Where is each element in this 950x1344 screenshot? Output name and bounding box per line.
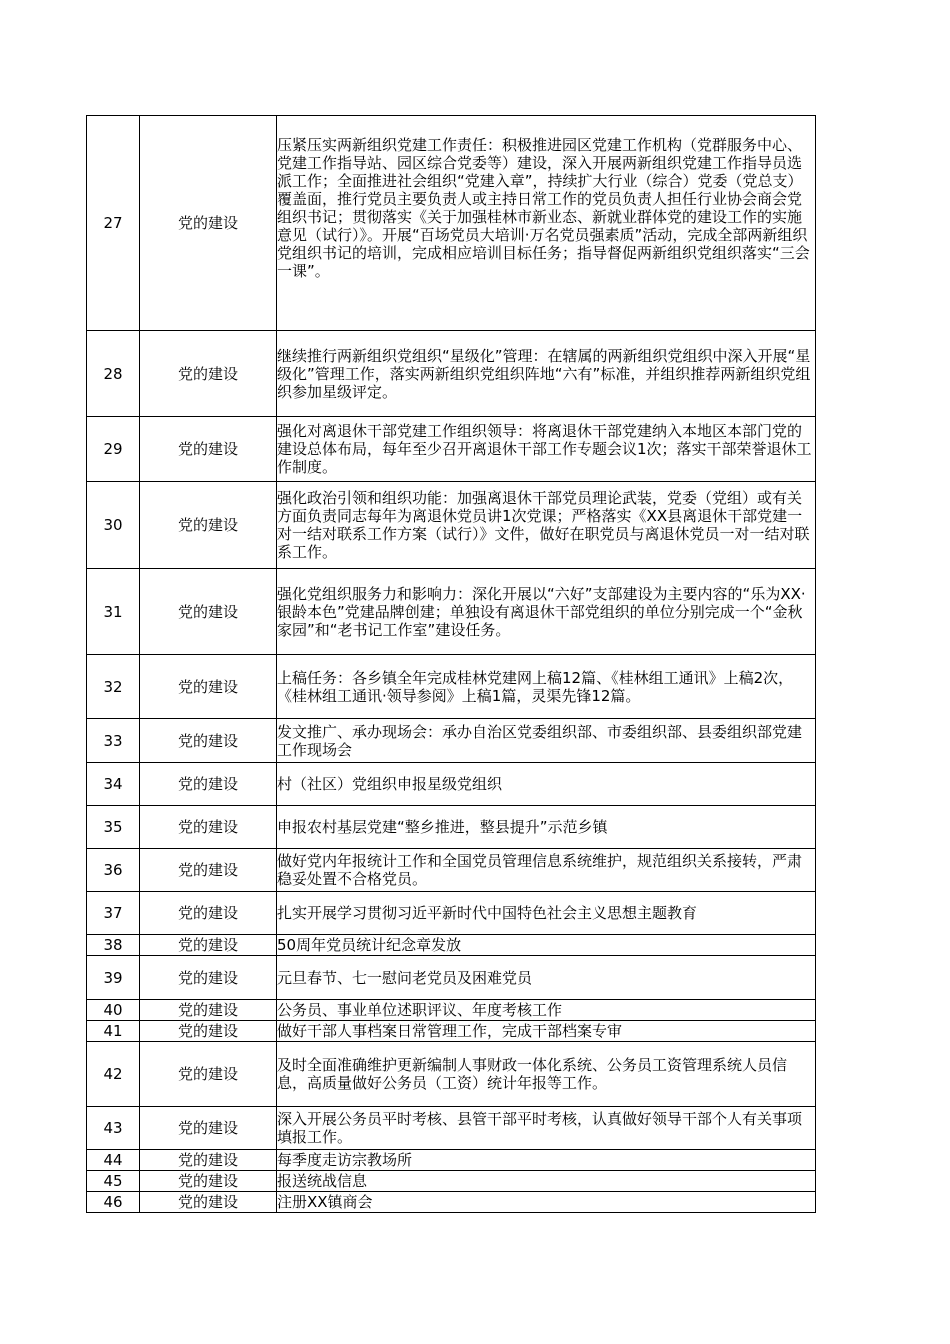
- table-row: [87, 569, 816, 655]
- row-content: 继续推行两新组织党组织“星级化”管理：在辖属的两新组织党组织中深入开展“星级化”管理工作，落实两新组织党组织阵地“六有”标准，并组织推荐两新组织党组织参加星级评定。: [277, 331, 816, 417]
- row-category: 党的建设: [140, 892, 277, 935]
- row-content: 申报农村基层党建“整乡推进，整县提升”示范乡镇: [277, 806, 816, 849]
- row-number: 31: [87, 569, 140, 655]
- row-number: 45: [87, 1171, 140, 1192]
- row-number: 41: [87, 1021, 140, 1042]
- row-content: 发文推广、承办现场会：承办自治区党委组织部、市委组织部、县委组织部党建工作现场会: [277, 719, 816, 763]
- table-row: [87, 655, 816, 719]
- row-category: 党的建设: [140, 956, 277, 1000]
- table-row: [87, 1000, 816, 1021]
- row-category: 党的建设: [140, 331, 277, 417]
- row-content: 强化政治引领和组织功能：加强离退休干部党员理论武装，党委（党组）或有关方面负责同志每年为离退休党员讲1次党课；严格落实《XX县离退休干部党建一对一结对联系工作方案（试行）》文件，做好在职党员与离退休党员一对一结对联系工作。: [277, 482, 816, 569]
- row-number: 46: [87, 1192, 140, 1213]
- row-category: 党的建设: [140, 1171, 277, 1192]
- table-row: [87, 935, 816, 956]
- table-row: [87, 849, 816, 892]
- row-number: 30: [87, 482, 140, 569]
- row-content: 深入开展公务员平时考核、县管干部平时考核，认真做好领导干部个人有关事项填报工作。: [277, 1107, 816, 1150]
- row-category: 党的建设: [140, 763, 277, 806]
- row-content: 注册XX镇商会: [277, 1192, 816, 1213]
- table-row: [87, 417, 816, 482]
- row-content: 做好党内年报统计工作和全国党员管理信息系统维护，规范组织关系接转，严肃稳妥处置不合格党员。: [277, 849, 816, 892]
- row-category: 党的建设: [140, 719, 277, 763]
- row-category: 党的建设: [140, 417, 277, 482]
- row-content: 强化对离退休干部党建工作组织领导：将离退休干部党建纳入本地区本部门党的建设总体布局，每年至少召开离退休干部工作专题会议1次；落实干部荣誉退休工作制度。: [277, 417, 816, 482]
- row-category: 党的建设: [140, 1021, 277, 1042]
- row-number: 28: [87, 331, 140, 417]
- row-number: 44: [87, 1150, 140, 1171]
- table-row: [87, 1150, 816, 1171]
- row-content: 做好干部人事档案日常管理工作，完成干部档案专审: [277, 1021, 816, 1042]
- table-row: [87, 719, 816, 763]
- row-category: 党的建设: [140, 1000, 277, 1021]
- table-row: [87, 1107, 816, 1150]
- table-row: [87, 763, 816, 806]
- row-content: 每季度走访宗教场所: [277, 1150, 816, 1171]
- table-row: [87, 482, 816, 569]
- row-content: 村（社区）党组织申报星级党组织: [277, 763, 816, 806]
- row-number: 37: [87, 892, 140, 935]
- row-content: 强化党组织服务力和影响力：深化开展以“六好”支部建设为主要内容的“乐为XX·银龄本色”党建品牌创建；单独设有离退休干部党组织的单位分别完成一个“金秋家园”和“老书记工作室”建设任务。: [277, 569, 816, 655]
- row-category: 党的建设: [140, 482, 277, 569]
- row-content: 压紧压实两新组织党建工作责任：积极推进园区党建工作机构（党群服务中心、党建工作指导站、园区综合党委等）建设，深入开展两新组织党建工作指导员选派工作；全面推进社会组织“党建入章”，持续扩大行业（综合）党委（党总支）覆盖面，推行党员主要负责人或主持日常工作的党员负责人担任行业协会商会党组织书记；贯彻落实《关于加强桂林市新业态、新就业群体党的建设工作的实施意见（试行）》。开展“百场党员大培训·万名党员强素质”活动，完成全部两新组织党组织书记的培训，完成相应培训目标任务；指导督促两新组织党组织落实“三会一课”。: [277, 116, 816, 331]
- row-category: 党的建设: [140, 655, 277, 719]
- row-category: 党的建设: [140, 1192, 277, 1213]
- row-number: 29: [87, 417, 140, 482]
- row-content: 扎实开展学习贯彻习近平新时代中国特色社会主义思想主题教育: [277, 892, 816, 935]
- row-number: 39: [87, 956, 140, 1000]
- row-category: 党的建设: [140, 569, 277, 655]
- table-row: [87, 1021, 816, 1042]
- row-content: 50周年党员统计纪念章发放: [277, 935, 816, 956]
- row-number: 27: [87, 116, 140, 331]
- table-row: [87, 116, 816, 331]
- row-number: 33: [87, 719, 140, 763]
- row-number: 38: [87, 935, 140, 956]
- table-row: [87, 1192, 816, 1213]
- row-number: 34: [87, 763, 140, 806]
- row-number: 36: [87, 849, 140, 892]
- row-content: 及时全面准确维护更新编制人事财政一体化系统、公务员工资管理系统人员信息，高质量做好公务员（工资）统计年报等工作。: [277, 1042, 816, 1107]
- row-category: 党的建设: [140, 849, 277, 892]
- row-number: 32: [87, 655, 140, 719]
- table-row: [87, 956, 816, 1000]
- row-number: 40: [87, 1000, 140, 1021]
- table-row: [87, 892, 816, 935]
- row-number: 35: [87, 806, 140, 849]
- table-row: [87, 1171, 816, 1192]
- table-row: [87, 331, 816, 417]
- row-category: 党的建设: [140, 935, 277, 956]
- row-number: 42: [87, 1042, 140, 1107]
- row-category: 党的建设: [140, 116, 277, 331]
- row-category: 党的建设: [140, 806, 277, 849]
- table-row: [87, 806, 816, 849]
- table-row: [87, 1042, 816, 1107]
- row-content: 报送统战信息: [277, 1171, 816, 1192]
- row-content: 元旦春节、七一慰问老党员及困难党员: [277, 956, 816, 1000]
- row-content: 公务员、事业单位述职评议、年度考核工作: [277, 1000, 816, 1021]
- row-category: 党的建设: [140, 1042, 277, 1107]
- row-content: 上稿任务：各乡镇全年完成桂林党建网上稿12篇、《桂林组工通讯》上稿2次，《桂林组工通讯·领导参阅》上稿1篇，灵渠先锋12篇。: [277, 655, 816, 719]
- row-category: 党的建设: [140, 1150, 277, 1171]
- work-task-table: [86, 115, 816, 1213]
- row-category: 党的建设: [140, 1107, 277, 1150]
- row-number: 43: [87, 1107, 140, 1150]
